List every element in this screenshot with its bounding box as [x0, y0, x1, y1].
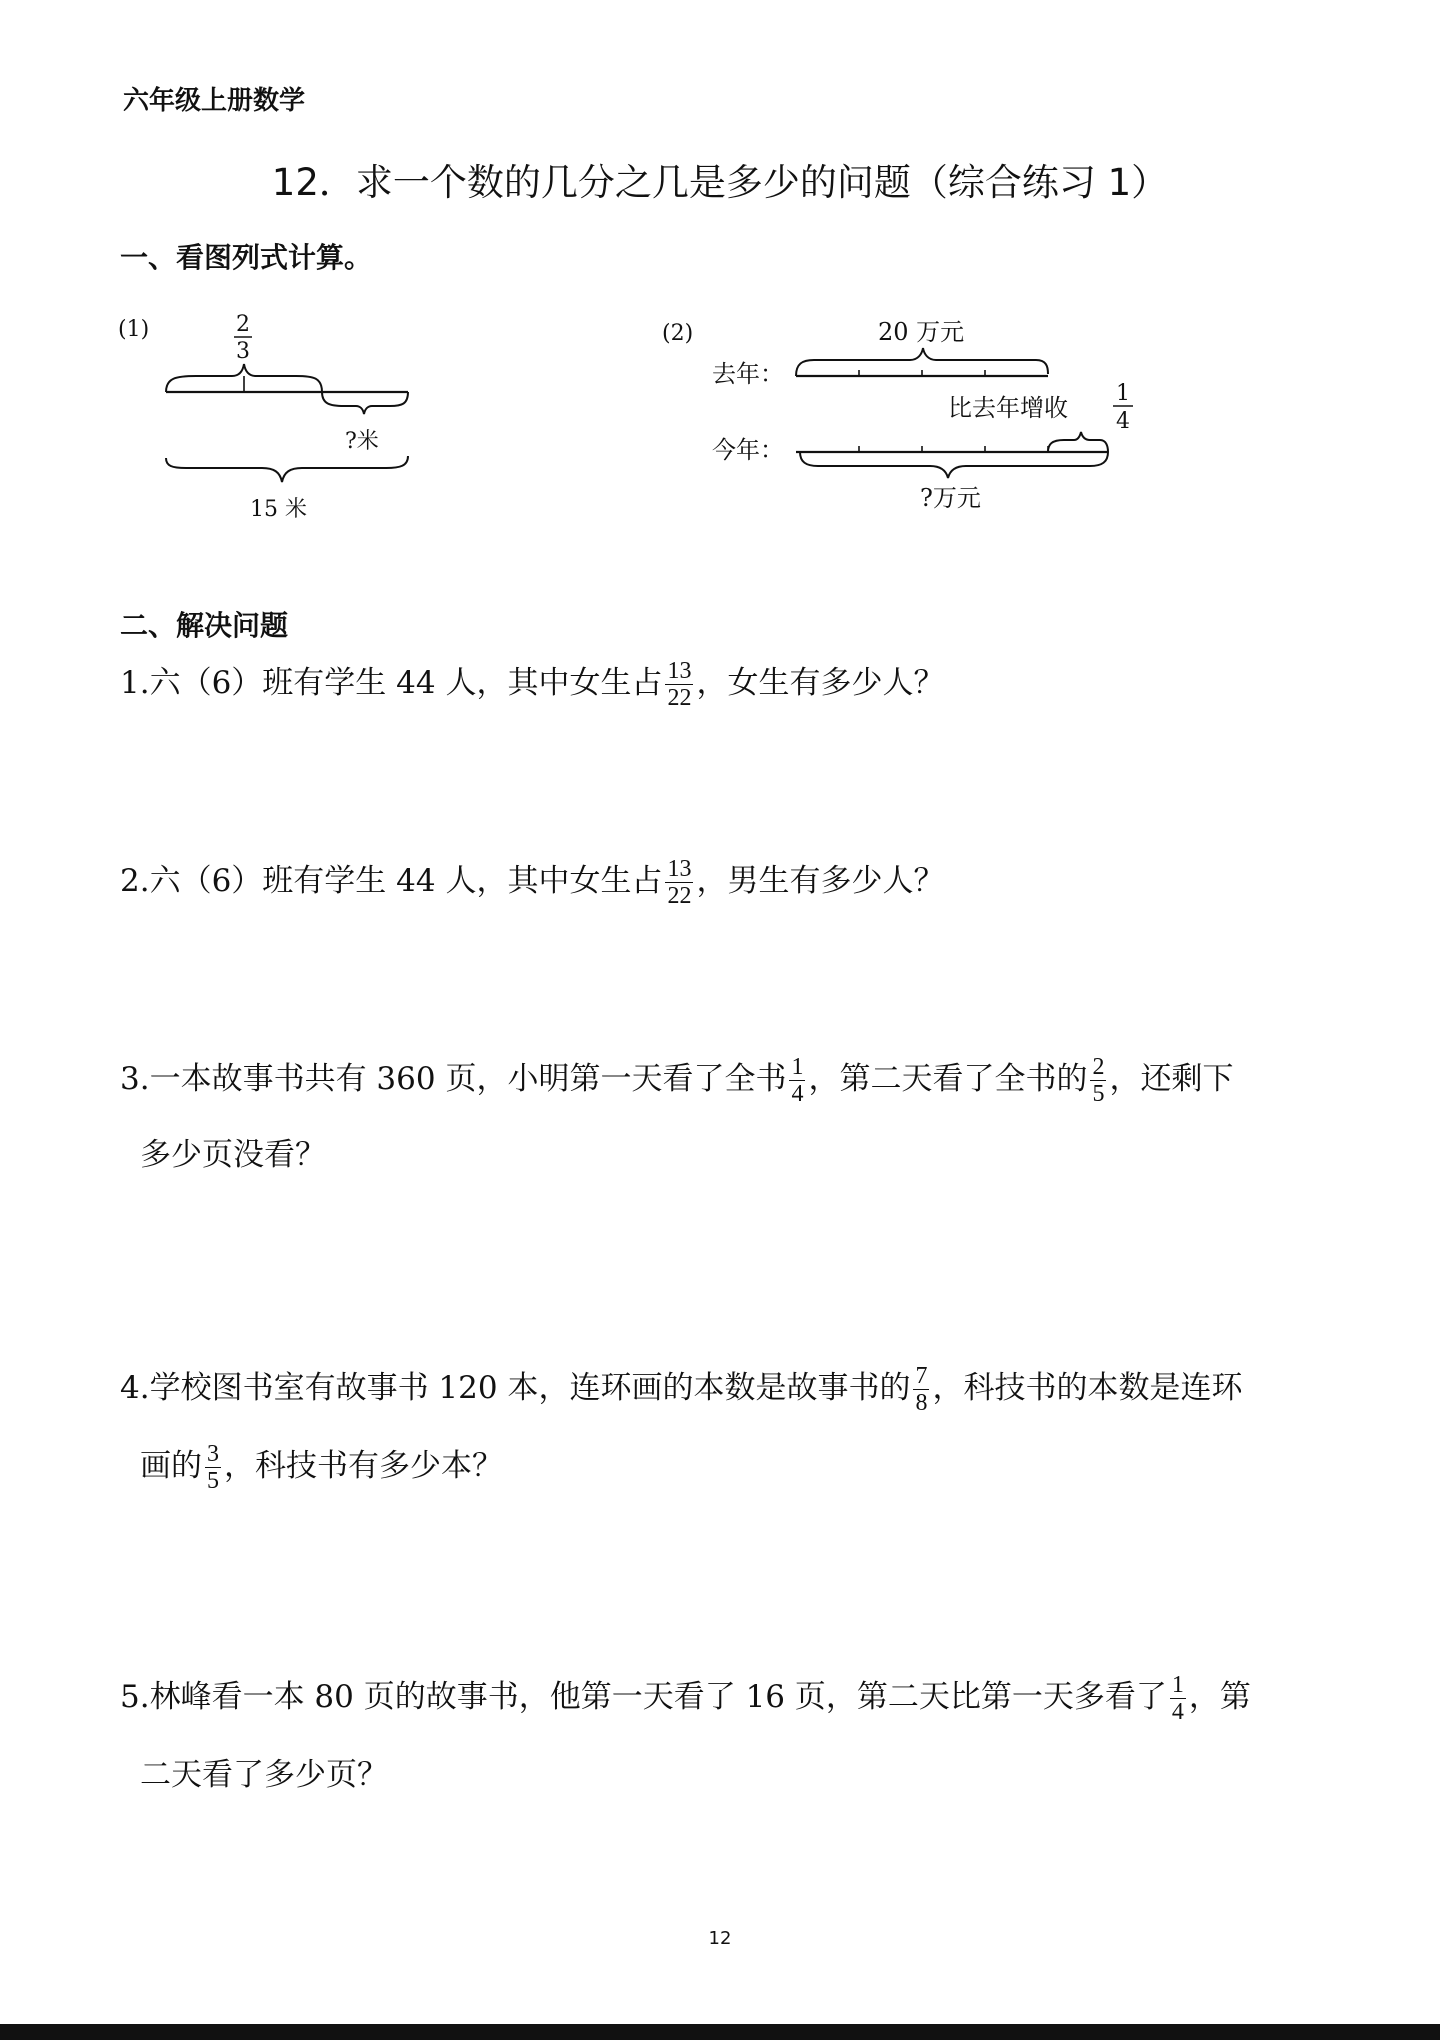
question-4-line-2: [140, 1441, 503, 1494]
question-5-text-pre: 5.林峰看一本 80 页的故事书，他第一天看了 16 页，第二天比第一天多看了: [120, 1679, 1167, 1715]
diagram-1-frac-den: 3: [236, 339, 250, 364]
section-1-heading: 一、看图列式计算。: [120, 241, 373, 274]
fraction-denominator: 4: [1171, 1699, 1184, 1725]
question-1-text-pre: 1.六（6）班有学生 44 人，其中女生占: [120, 665, 663, 701]
diagram-2-label: (2): [662, 321, 694, 346]
fraction-denominator: 5: [1092, 1081, 1105, 1107]
diagram-2-unknown: ?万元: [920, 484, 981, 512]
question-2-text-pre: 2.六（6）班有学生 44 人，其中女生占: [120, 863, 663, 899]
question-5: [120, 1672, 1251, 1725]
question-4-fraction-1: [913, 1363, 929, 1416]
fraction-numerator: 1: [1171, 1672, 1184, 1698]
fraction-denominator: 22: [667, 883, 692, 909]
question-2: [120, 856, 944, 909]
question-2-fraction: [665, 856, 693, 909]
diagram-2-last-year: 去年：: [712, 360, 784, 388]
question-3-text-pre: 3.一本故事书共有 360 页，小明第一天看了全书: [120, 1061, 787, 1097]
fraction-denominator: 4: [791, 1081, 804, 1107]
fraction-numerator: 7: [915, 1363, 928, 1389]
question-3-text-mid: ，第二天看了全书的: [808, 1061, 1088, 1097]
diagram-1-frac-num: 2: [236, 312, 250, 337]
diagram-1-total: 15 米: [250, 497, 307, 522]
diagram-2-increase-text: 比去年增收: [948, 394, 1068, 422]
question-5-text-post: ，第: [1188, 1679, 1251, 1715]
fraction-numerator: 13: [667, 856, 692, 882]
diagram-1-label: (1): [118, 317, 150, 342]
fraction-denominator: 22: [667, 685, 692, 711]
fraction-denominator: 8: [915, 1390, 928, 1416]
question-4-line-2-post: ，科技书有多少本？: [224, 1448, 503, 1484]
question-1: [120, 658, 944, 711]
fraction-numerator: 3: [207, 1441, 219, 1467]
fraction-denominator: 5: [207, 1468, 219, 1494]
page-header: 六年级上册数学: [123, 86, 306, 116]
question-3-text-post: ，还剩下: [1109, 1061, 1234, 1097]
diagram-1-unknown: ?米: [345, 429, 379, 454]
page-bottom-border: [0, 2024, 1440, 2040]
question-2-text-post: ，男生有多少人？: [696, 863, 945, 899]
question-3: [120, 1054, 1233, 1107]
page-number: 12: [708, 1928, 732, 1949]
question-5-line-2: 二天看了多少页？: [140, 1757, 388, 1793]
diagram-2-this-year: 今年：: [712, 436, 784, 464]
diagram-2-frac-num: 1: [1116, 381, 1130, 406]
fraction-numerator: 1: [791, 1054, 804, 1080]
question-4-line-2-pre: 画的: [140, 1448, 202, 1484]
fraction-numerator: 13: [667, 658, 692, 684]
question-4-text-post: ，科技书的本数是连环: [932, 1370, 1243, 1406]
question-1-fraction: [665, 658, 693, 711]
question-3-line-2: 多少页没看？: [140, 1137, 326, 1173]
page-title: 12．求一个数的几分之几是多少的问题（综合练习 1）: [271, 161, 1169, 204]
question-3-fraction-1: [789, 1054, 805, 1107]
question-4-fraction-2: [205, 1441, 221, 1494]
question-4-text-pre: 4.学校图书室有故事书 120 本，连环画的本数是故事书的: [120, 1370, 911, 1406]
question-4: [120, 1363, 1242, 1416]
fraction-numerator: 2: [1092, 1054, 1105, 1080]
question-1-text-post: ，女生有多少人？: [696, 665, 945, 701]
diagram-2-frac-den: 4: [1116, 409, 1130, 434]
section-2-heading: 二、解决问题: [120, 609, 289, 642]
question-5-fraction: [1170, 1672, 1186, 1725]
diagram-2-last-year-total: 20 万元: [878, 318, 965, 346]
question-3-fraction-2: [1090, 1054, 1106, 1107]
